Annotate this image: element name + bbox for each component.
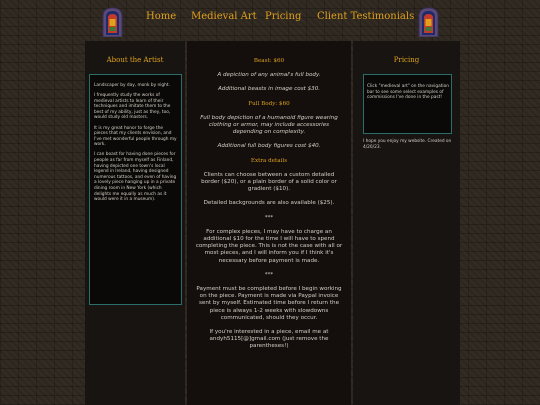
pricing-text: Detailed backgrounds are also available ($25). xyxy=(203,200,335,207)
about-title: About the Artist xyxy=(106,56,164,64)
pricing-text: A depiction of any animal's full body. xyxy=(217,72,321,79)
section-heading: Full Body: $60 xyxy=(248,100,290,107)
nav-medieval-art[interactable]: Medieval Art xyxy=(191,11,257,22)
pricing-text: Payment must be completed before I begin working on the piece. Payment is made via Paypal invoice sent by myself. Estimated time before I return the piece is always 1-2 weeks with slowdowns communicated, should they occur. xyxy=(196,286,342,321)
main-nav xyxy=(0,11,540,29)
pricing-text: Additional beasts in image cost $30. xyxy=(217,86,321,93)
pricing-text: *** xyxy=(264,214,274,221)
nav-pricing[interactable]: Pricing xyxy=(265,11,302,22)
about-paragraph: Landscaper by day, monk by night. xyxy=(94,83,170,88)
nav-home[interactable]: Home xyxy=(146,11,177,22)
pricing-text: For complex pieces, I may have to charge an additional $10 for the time I will have to spend completing the piece. This is not the case with all or most pieces, and I will inform you if I think it's necessary before payment is made. xyxy=(195,228,343,264)
main-content xyxy=(187,41,351,405)
pricing-text: If you're interested in a piece, email me at andyh5115[@]gmail.com (just remove the parentheses!) xyxy=(209,329,329,350)
about-paragraph: I can boast for having done pieces for people as far from myself as Finland, having depicted one town's local legend in Ireland, having designed numerous tattoos, and even of having a lovely piece hanging up in a private dining room in New York (which delights me equally as much as it would were it in a museum). xyxy=(94,152,177,203)
pricing-text: Full body depiction of a humanoid figure wearing clothing or armor, may include accessories depending on complexity. xyxy=(200,114,338,136)
pricing-details xyxy=(194,58,344,358)
pricing-note-text: Click "medieval art" on the navigation bar to see some select examples of commissions I've done in the past! xyxy=(367,84,449,101)
pricing-text: *** xyxy=(264,271,274,278)
pricing-title: Pricing xyxy=(393,56,420,64)
pricing-note-box xyxy=(363,74,452,134)
section-heading: Extra details xyxy=(250,157,288,164)
right-sidebar xyxy=(353,41,460,405)
nav-client-testimonials[interactable]: Client Testimonials xyxy=(317,11,415,22)
pricing-text: Additional full body figures cost $40. xyxy=(217,143,321,150)
about-paragraph: It is my great honor to forge the pieces that my clients envision, and I've met wonderful people through my work. xyxy=(94,125,177,148)
left-sidebar xyxy=(85,41,185,405)
pricing-text: Clients can choose between a custom detailed border ($20), or a plain border of a solid color or gradient ($10). xyxy=(201,171,337,193)
about-box xyxy=(89,74,182,305)
site-header xyxy=(0,0,540,40)
section-heading: Beast: $60 xyxy=(253,58,285,64)
site-note: I hope you enjoy my website. Created on 4/20/23. xyxy=(363,139,452,150)
about-paragraph: I frequently study the works of medieval artists to learn of their techniques and imitate them to the best of my ability, just as they, too, would study old masters. xyxy=(94,93,171,121)
